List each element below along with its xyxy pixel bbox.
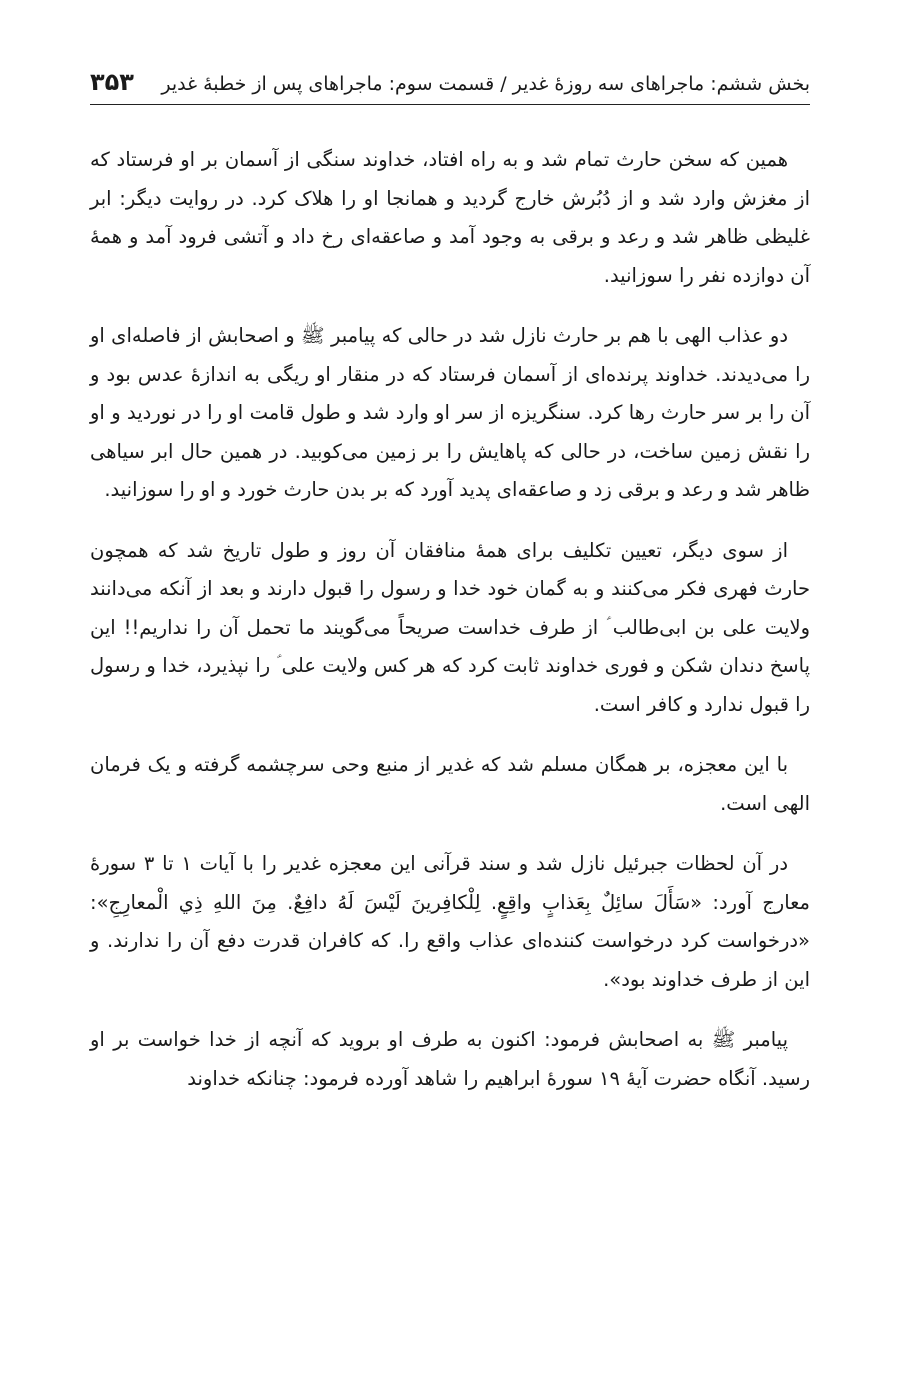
paragraph-5: در آن لحظات جبرئیل نازل شد و سند قرآنی این معجزه غدیر را با آیات ۱ تا ۳ سورهٔ معارج آورد: «سَأَلَ سائِلٌ بِعَذابٍ واقِعٍ. لِلْكافِرينَ لَيْسَ لَهُ دافِعٌ. مِنَ اللهِ ذِي الْمعارِجِ»: «درخواست کرد درخواست کننده‌ای عذاب واقع را. که کافران قدرت دفع آن را ندارند. و این از طرف خداوند بود». xyxy=(90,852,810,991)
paragraph-4: با این معجزه، بر همگان مسلم شد که غدیر از منبع وحی سرچشمه گرفته و یک فرمان الهی است. xyxy=(90,753,810,815)
paragraph-2: دو عذاب الهی با هم بر حارث نازل شد در حالی که پیامبر ﷺ و اصحابش از فاصله‌ای او را می‌دیدند. خداوند پرنده‌ای از آسمان فرستاد که در منقار او ریگی به اندازهٔ عدس بود و آن را بر سر حارث رها کرد. سنگریزه از سر او وارد شد و طول قامت او را در نوردید و او را نقش زمین ساخت، در حالی که پاهایش را بر زمین می‌کوبید. در همین حال ابر سیاهی ظاهر شد و رعد و برقی زد و صاعقه‌ای پدید آورد که بر بدن حارث خورد و او را سوزانید. xyxy=(90,324,810,501)
book-page xyxy=(90,60,810,1360)
running-header-title: بخش ششم: ماجراهای سه روزهٔ غدیر / قسمت سوم: ماجراهای پس از خطبهٔ غدیر xyxy=(161,73,810,95)
body-text xyxy=(90,141,810,1098)
paragraph-6: پیامبر ﷺ به اصحابش فرمود: اکنون به طرف او بروید که آنچه از خدا خواست بر او رسید. آنگاه حضرت آیهٔ ۱۹ سورهٔ ابراهیم را شاهد آورده فرمود: چنانکه خداوند xyxy=(90,1028,810,1090)
running-header xyxy=(90,60,810,105)
paragraph-1: همین که سخن حارث تمام شد و به راه افتاد، خداوند سنگی از آسمان بر او فرستاد که از مغزش وارد شد و از دُبُرش خارج گردید و همانجا او را هلاک کرد. در روایت دیگر: ابر غلیظی ظاهر شد و رعد و برقی به وجود آمد و صاعقه‌ای رخ داد و آتشی فرود آمد و همهٔ آن دوازده نفر را سوزانید. xyxy=(90,148,810,287)
page-number: ۳۵۳ xyxy=(90,68,134,96)
paragraph-3: از سوی دیگر، تعیین تکلیف برای همهٔ منافقان آن روز و طول تاریخ شد که همچون حارث فهری فکر می‌کنند و به گمان خود خدا و رسول را قبول دارند و بعد از آنکه می‌دانند ولایت علی بن ابی‌طالب ؑ از طرف خداست صریحاً می‌گویند ما تحمل آن را نداریم!! این پاسخ دندان شکن و فوری خداوند ثابت کرد که هر کس ولایت علی ؑ را نپذیرد، خدا و رسول را قبول ندارد و کافر است. xyxy=(90,538,810,716)
